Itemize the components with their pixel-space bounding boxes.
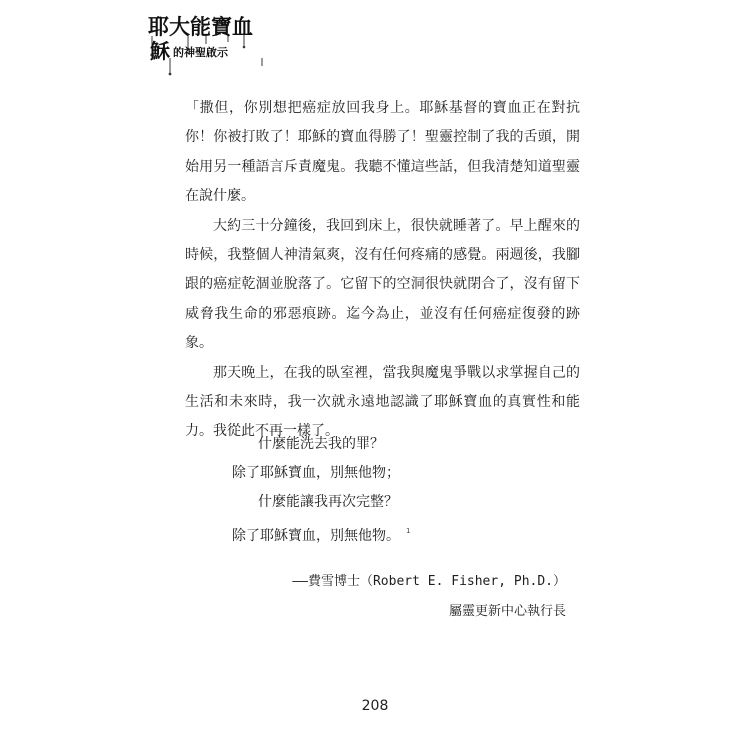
footnote-marker[interactable]: 1 xyxy=(406,527,411,535)
body-text xyxy=(185,94,580,447)
hymn-quote xyxy=(232,430,522,551)
page-number: 208 xyxy=(361,698,389,714)
book-title-line2: 穌的神聖啟示 xyxy=(150,39,228,63)
poem-line: 什麼能讓我再次完整？ xyxy=(258,494,398,510)
book-title-logo xyxy=(140,14,290,76)
attribution-role: 屬靈更新中心執行長 xyxy=(448,604,566,619)
attribution-author: ——費雪博士（Robert E. Fisher, Ph.D.） xyxy=(292,574,566,589)
book-title-line1: 耶大能寶血 xyxy=(148,15,253,39)
paragraph: 「撒但，你別想把癌症放回我身上。耶穌基督的寶血正在對抗你！你被打敗了！耶穌的寶血得勝了！聖靈控制了我的舌頭，開始用另一種語言斥責魔鬼。我聽不懂這些話，但我清楚知道聖靈在說什麼。 xyxy=(185,100,580,205)
paragraph: 那天晚上，在我的臥室裡，當我與魔鬼爭戰以求掌握自己的生活和未來時，我一次就永遠地認識了耶穌寶血的真實性和能力。我從此不再一樣了。 xyxy=(185,364,580,440)
poem-line: 除了耶穌寶血，別無他物； xyxy=(232,465,400,481)
paragraph: 大約三十分鐘後，我回到床上，很快就睡著了。早上醒來的時候，我整個人神清氣爽，沒有任何疼痛的感覺。兩週後，我腳跟的癌症乾涸並脫落了。它留下的空洞很快就閉合了，沒有留下威脅我生命的邪惡痕跡。迄今為止，並沒有任何癌症復發的跡象。 xyxy=(185,217,580,352)
attribution xyxy=(292,567,566,627)
poem-line: 什麼能洗去我的罪？ xyxy=(258,436,384,452)
poem-line: 除了耶穌寶血，別無他物。 $^1$ xyxy=(232,527,411,544)
book-subtitle: 的神聖啟示 xyxy=(173,46,228,59)
